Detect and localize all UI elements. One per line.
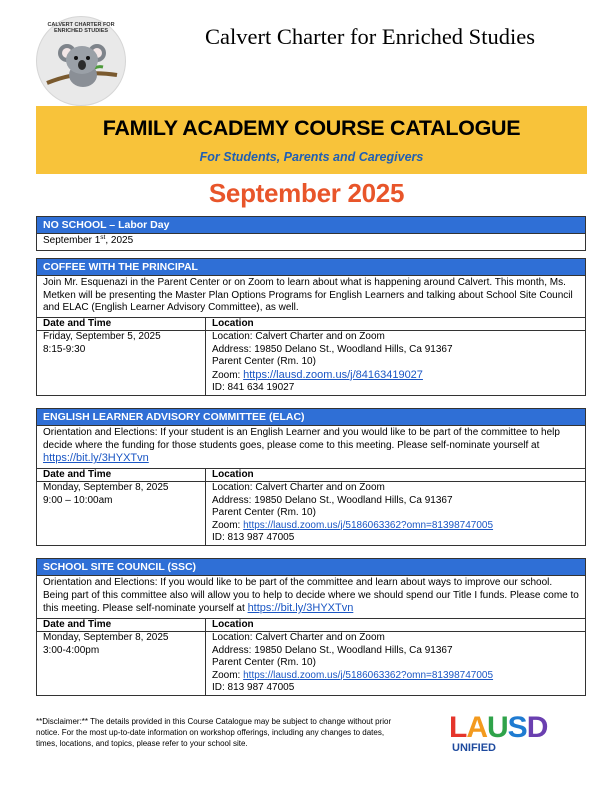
section-description: Orientation and Elections: If your student is an English Learner and you would like to be part of the committee to help decide where the funding for those students goes, please come to this meeting. Please self-nominate yourself at https://bit.ly/3HYXTvn — [43, 427, 560, 464]
meeting-id: ID: 813 987 47005 — [212, 682, 295, 693]
catalogue-title: FAMILY ACADEMY COURSE CATALOGUE — [102, 116, 521, 140]
event-room: Parent Center (Rm. 10) — [212, 507, 316, 518]
lausd-unified: UNIFIED — [452, 742, 496, 754]
zoom-link[interactable]: https://lausd.zoom.us/j/84163419027 — [243, 368, 423, 381]
section-description: Join Mr. Esquenazi in the Parent Center or on Zoom to learn about what is happening around Calvert. This month, Ms. Metken will be presenting the Master Plan Options Programs for English Learners and talking about School Site Council and ELAC (English Learner Advisory Committee), as well. — [43, 277, 573, 313]
ssc-section — [36, 558, 586, 696]
catalogue-banner — [36, 106, 587, 174]
event-time: 9:00 – 10:00am — [43, 494, 113, 506]
location-cell — [206, 632, 585, 695]
no-school-date: September 1st, 2025 — [43, 234, 134, 246]
location-cell — [206, 331, 585, 395]
col-date-header: Date and Time — [37, 469, 206, 482]
event-location: Location: Calvert Charter and on Zoom — [212, 632, 385, 643]
logo-text: CALVERT CHARTER FOR ENRICHED STUDIES — [47, 22, 115, 34]
table-row — [37, 631, 585, 695]
table-row — [37, 481, 585, 545]
section-heading: COFFEE WITH THE PRINCIPAL — [37, 259, 585, 276]
col-date-header: Date and Time — [37, 619, 206, 632]
col-location-header: Location — [212, 317, 254, 329]
location-cell — [206, 482, 585, 545]
col-location-header: Location — [212, 618, 254, 630]
section-description: Orientation and Elections: If you would like to be part of the committee and learn about ways to improve our school. Being part of this committee also will allow you to help to decide where we should spend our Title I funds. Please come to this meeting. Please self-nominate yourself at https://bit.ly/3HYXTvn — [43, 577, 579, 614]
event-time: 8:15-9:30 — [43, 343, 86, 355]
nomination-link[interactable]: https://bit.ly/3HYXTvn — [247, 602, 354, 614]
section-heading: ENGLISH LEARNER ADVISORY COMMITTEE (ELAC) — [37, 409, 585, 426]
event-location: Location: Calvert Charter and on Zoom — [212, 482, 385, 493]
zoom-link[interactable]: https://lausd.zoom.us/j/5186063362?omn=81398747005 — [243, 519, 494, 531]
event-address: Address: 19850 Delano St., Woodland Hills, Ca 91367 — [212, 494, 453, 506]
table-header-row — [37, 618, 585, 632]
section-heading: NO SCHOOL – Labor Day — [37, 217, 585, 234]
event-date: Monday, September 8, 2025 — [43, 632, 169, 643]
event-room: Parent Center (Rm. 10) — [212, 657, 316, 668]
nomination-link[interactable]: https://bit.ly/3HYXTvn — [43, 452, 149, 464]
table-header-row — [37, 468, 585, 482]
event-location: Location: Calvert Charter and on Zoom — [212, 331, 385, 342]
coffee-section — [36, 258, 586, 396]
meeting-id: ID: 813 987 47005 — [212, 532, 295, 543]
event-room: Parent Center (Rm. 10) — [212, 356, 316, 367]
section-heading: SCHOOL SITE COUNCIL (SSC) — [37, 559, 585, 576]
col-location-header: Location — [212, 468, 254, 480]
no-school-section — [36, 216, 586, 251]
meeting-id: ID: 841 634 19027 — [212, 382, 295, 393]
date-time-cell — [37, 331, 206, 395]
disclaimer: **Disclaimer:** The details provided in this Course Catalogue may be subject to change without prior notice. For the most up-to-date information on workshop offerings, including any changes to dates, times, locations, and topics, please refer to your school site. — [36, 717, 392, 748]
month-heading: September 2025 — [208, 178, 405, 208]
col-date-header: Date and Time — [37, 318, 206, 331]
event-date: Friday, September 5, 2025 — [43, 331, 161, 342]
date-time-cell — [37, 632, 206, 695]
zoom-line: Zoom: https://lausd.zoom.us/j/84163419027 — [212, 368, 423, 381]
school-name: Calvert Charter for Enriched Studies — [205, 24, 535, 49]
table-row — [37, 330, 585, 395]
table-header-row — [37, 317, 585, 331]
event-address: Address: 19850 Delano St., Woodland Hills, Ca 91367 — [212, 343, 453, 355]
date-time-cell — [37, 482, 206, 545]
catalogue-subtitle: For Students, Parents and Caregivers — [199, 150, 424, 164]
elac-section — [36, 408, 586, 546]
lausd-wordmark: LAUSD — [449, 711, 548, 744]
lausd-logo — [449, 712, 579, 772]
event-time: 3:00-4:00pm — [43, 644, 100, 656]
zoom-link[interactable]: https://lausd.zoom.us/j/5186063362?omn=81398747005 — [243, 669, 494, 681]
event-address: Address: 19850 Delano St., Woodland Hills, Ca 91367 — [212, 644, 453, 656]
event-date: Monday, September 8, 2025 — [43, 482, 169, 493]
zoom-line: Zoom: https://lausd.zoom.us/j/5186063362?omn=81398747005 — [212, 519, 494, 531]
zoom-line: Zoom: https://lausd.zoom.us/j/5186063362?omn=81398747005 — [212, 669, 494, 681]
school-logo — [36, 16, 126, 106]
